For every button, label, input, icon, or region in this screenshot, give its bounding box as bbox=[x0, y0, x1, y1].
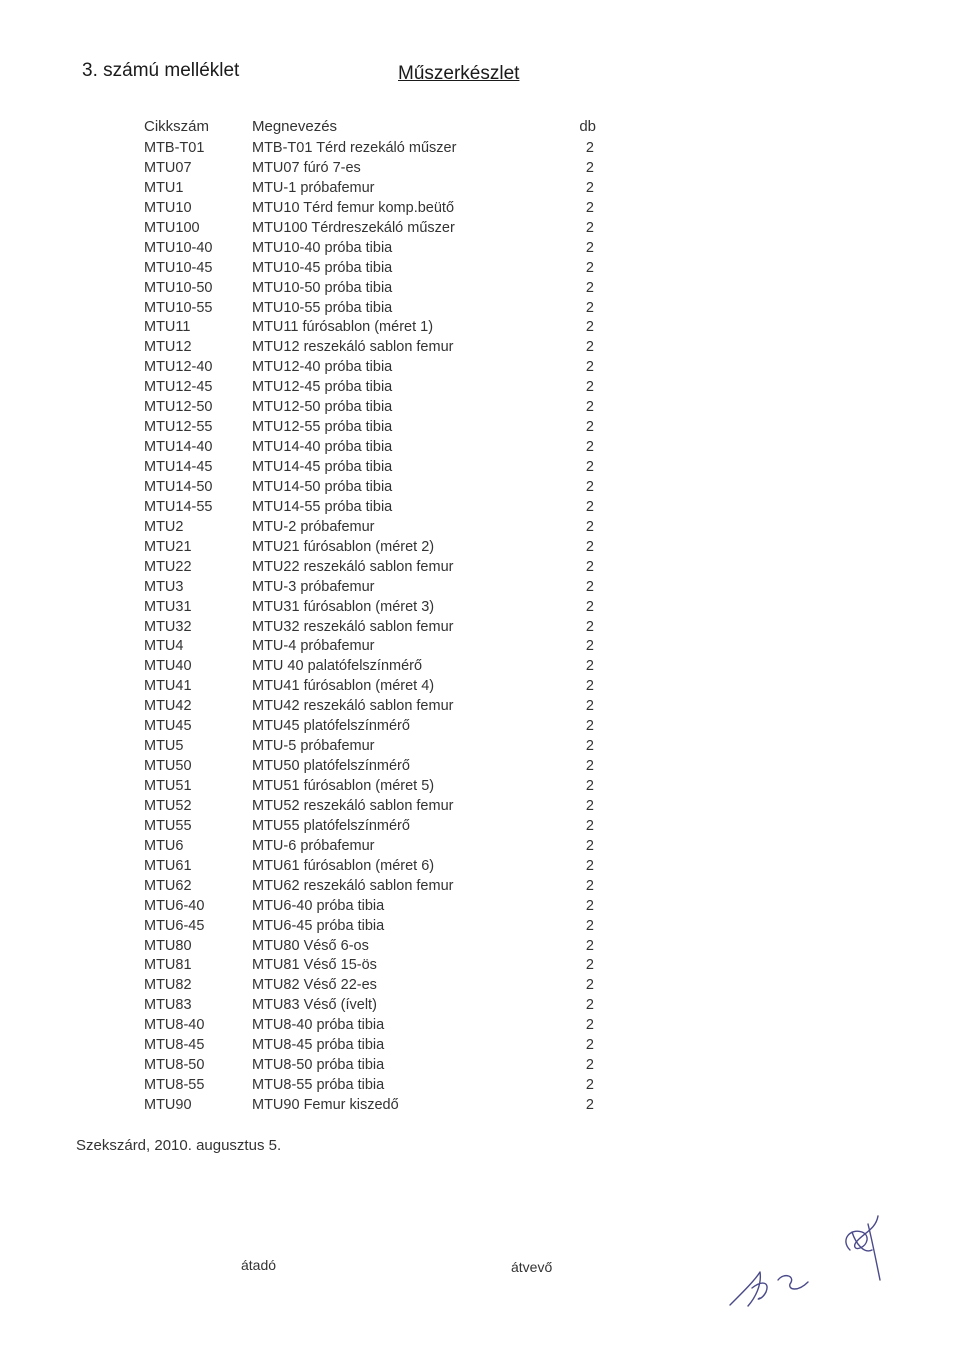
row-name: MTU45 platófelszínmérő bbox=[252, 718, 410, 735]
row-name: MTU12 reszekáló sablon femur bbox=[252, 339, 454, 356]
row-code: MTU41 bbox=[144, 678, 192, 695]
column-header-qty: db bbox=[579, 118, 596, 135]
row-code: MTU51 bbox=[144, 778, 192, 794]
row-code: MTU10-50 bbox=[144, 279, 213, 296]
row-code: MTU11 bbox=[144, 319, 191, 336]
row-code: MTU8-45 bbox=[144, 1037, 205, 1054]
row-code: MTU12 bbox=[144, 339, 192, 356]
row-code: MTB-T01 bbox=[144, 140, 205, 156]
row-qty: 2 bbox=[585, 718, 594, 735]
row-name: MTU8-40 próba tibia bbox=[252, 1017, 385, 1034]
row-qty: 2 bbox=[585, 299, 594, 316]
table-row bbox=[138, 918, 598, 938]
table-row bbox=[138, 539, 598, 559]
row-qty: 2 bbox=[585, 219, 594, 236]
row-code: MTU14-45 bbox=[144, 459, 213, 475]
table-row bbox=[138, 599, 598, 619]
row-code: MTU31 bbox=[144, 598, 192, 615]
received-label: átvevő bbox=[511, 1259, 553, 1275]
row-code: MTU42 bbox=[144, 698, 192, 715]
row-name: MTU51 fúrósablon (méret 5) bbox=[252, 778, 435, 794]
place-date: Szekszárd, 2010. augusztus 5. bbox=[76, 1137, 282, 1154]
row-name: MTU10-45 próba tibia bbox=[252, 259, 393, 276]
row-name: MTU52 reszekáló sablon femur bbox=[252, 797, 454, 814]
table-row bbox=[138, 938, 598, 958]
row-code: MTU83 bbox=[144, 997, 192, 1014]
row-code: MTU61 bbox=[144, 857, 192, 874]
table-row bbox=[138, 359, 598, 379]
row-qty: 2 bbox=[585, 399, 594, 416]
row-code: MTU6-40 bbox=[144, 897, 205, 914]
row-qty: 2 bbox=[585, 159, 594, 176]
row-qty: 2 bbox=[585, 478, 594, 495]
row-qty: 2 bbox=[585, 977, 594, 994]
table-row bbox=[138, 319, 598, 339]
row-name: MTU50 platófelszínmérő bbox=[252, 758, 410, 775]
row-name: MTU10-50 próba tibia bbox=[252, 279, 393, 296]
column-header-code: Cikkszám bbox=[144, 118, 210, 135]
row-code: MTU2 bbox=[144, 518, 184, 535]
row-code: MTU45 bbox=[144, 718, 192, 735]
row-qty: 2 bbox=[585, 917, 594, 934]
table-row bbox=[138, 339, 598, 359]
row-qty: 2 bbox=[585, 179, 594, 196]
row-code: MTU80 bbox=[144, 937, 192, 954]
row-name: MTU14-55 próba tibia bbox=[252, 498, 393, 515]
table-row bbox=[138, 997, 598, 1017]
table-row bbox=[138, 619, 598, 639]
row-qty: 2 bbox=[585, 319, 594, 336]
row-code: MTU100 bbox=[144, 219, 200, 236]
row-code: MTU32 bbox=[144, 618, 192, 635]
row-code: MTU3 bbox=[144, 578, 184, 595]
table-row bbox=[138, 658, 598, 678]
row-name: MTU100 Térdreszekáló műszer bbox=[252, 219, 455, 236]
row-qty: 2 bbox=[585, 698, 594, 715]
document-title: Műszerkészlet bbox=[398, 63, 520, 84]
row-code: MTU6-45 bbox=[144, 917, 205, 934]
row-name: MTU12-50 próba tibia bbox=[252, 399, 393, 416]
row-code: MTU52 bbox=[144, 797, 192, 814]
handover-label: átadó bbox=[241, 1257, 277, 1273]
row-code: MTU8-55 bbox=[144, 1077, 205, 1094]
row-name: MTU41 fúrósablon (méret 4) bbox=[252, 678, 435, 695]
row-code: MTU5 bbox=[144, 738, 184, 755]
row-qty: 2 bbox=[585, 837, 594, 854]
row-code: MTU90 bbox=[144, 1097, 192, 1113]
row-name: MTU22 reszekáló sablon femur bbox=[252, 558, 454, 575]
row-code: MTU10 bbox=[144, 199, 192, 216]
row-code: MTU1 bbox=[144, 179, 184, 196]
row-code: MTU82 bbox=[144, 977, 192, 994]
row-name: MTU10-40 próba tibia bbox=[252, 239, 393, 256]
row-name: MTU80 Véső 6-os bbox=[252, 937, 369, 954]
row-qty: 2 bbox=[585, 957, 594, 974]
row-code: MTU4 bbox=[144, 638, 184, 655]
row-qty: 2 bbox=[585, 658, 594, 675]
row-qty: 2 bbox=[585, 279, 594, 296]
row-code: MTU10-45 bbox=[144, 259, 213, 276]
row-qty: 2 bbox=[585, 937, 594, 954]
row-qty: 2 bbox=[585, 797, 594, 814]
row-name: MTU8-55 próba tibia bbox=[252, 1077, 385, 1094]
table-row bbox=[138, 439, 598, 459]
table-row bbox=[138, 738, 598, 758]
table-row bbox=[138, 1037, 598, 1057]
row-name: MTU-6 próbafemur bbox=[252, 837, 375, 854]
row-code: MTU22 bbox=[144, 558, 192, 575]
row-name: MTU83 Véső (ívelt) bbox=[252, 997, 377, 1014]
row-name: MTU-2 próbafemur bbox=[252, 518, 375, 535]
row-name: MTU8-50 próba tibia bbox=[252, 1057, 385, 1074]
row-name: MTU-1 próbafemur bbox=[252, 179, 375, 196]
row-name: MTU12-55 próba tibia bbox=[252, 419, 393, 436]
row-name: MTB-T01 Térd rezekáló műszer bbox=[252, 140, 457, 156]
row-qty: 2 bbox=[585, 558, 594, 575]
row-name: MTU 40 palatófelszínmérő bbox=[252, 658, 423, 675]
row-code: MTU14-50 bbox=[144, 478, 213, 495]
row-code: MTU12-45 bbox=[144, 379, 213, 396]
row-qty: 2 bbox=[585, 359, 594, 376]
row-code: MTU07 bbox=[144, 159, 192, 176]
row-name: MTU81 Véső 15-ös bbox=[252, 957, 377, 974]
table-row bbox=[138, 519, 598, 539]
table-row bbox=[138, 858, 598, 878]
table-row bbox=[138, 1097, 598, 1117]
row-qty: 2 bbox=[585, 758, 594, 775]
table-row bbox=[138, 240, 598, 260]
row-qty: 2 bbox=[585, 817, 594, 834]
row-qty: 2 bbox=[585, 1077, 594, 1094]
row-code: MTU50 bbox=[144, 758, 192, 775]
row-name: MTU07 fúró 7-es bbox=[252, 159, 361, 176]
row-qty: 2 bbox=[585, 997, 594, 1014]
table-row bbox=[138, 1057, 598, 1077]
table-row bbox=[138, 818, 598, 838]
annex-label: 3. számú melléklet bbox=[82, 60, 240, 81]
row-qty: 2 bbox=[585, 578, 594, 595]
table-row bbox=[138, 140, 598, 160]
table-row bbox=[138, 758, 598, 778]
row-qty: 2 bbox=[585, 538, 594, 555]
table-row bbox=[138, 459, 598, 479]
row-code: MTU81 bbox=[144, 957, 192, 974]
row-code: MTU21 bbox=[144, 538, 192, 555]
row-code: MTU12-40 bbox=[144, 359, 213, 376]
table-row bbox=[138, 898, 598, 918]
row-name: MTU55 platófelszínmérő bbox=[252, 817, 410, 834]
table-row bbox=[138, 379, 598, 399]
table-row bbox=[138, 180, 598, 200]
table-row bbox=[138, 499, 598, 519]
row-name: MTU42 reszekáló sablon femur bbox=[252, 698, 454, 715]
table-row bbox=[138, 778, 598, 798]
instrument-table bbox=[138, 118, 598, 1117]
row-qty: 2 bbox=[585, 598, 594, 615]
row-qty: 2 bbox=[585, 419, 594, 436]
column-header-name: Megnevezés bbox=[252, 118, 338, 135]
row-qty: 2 bbox=[585, 259, 594, 276]
row-qty: 2 bbox=[585, 638, 594, 655]
row-name: MTU82 Véső 22-es bbox=[252, 977, 377, 994]
row-qty: 2 bbox=[585, 239, 594, 256]
row-code: MTU8-40 bbox=[144, 1017, 205, 1034]
table-row bbox=[138, 977, 598, 997]
table-row bbox=[138, 1077, 598, 1097]
table-row bbox=[138, 678, 598, 698]
row-name: MTU61 fúrósablon (méret 6) bbox=[252, 857, 435, 874]
table-row bbox=[138, 838, 598, 858]
row-code: MTU6 bbox=[144, 837, 184, 854]
row-qty: 2 bbox=[585, 459, 594, 475]
row-name: MTU-4 próbafemur bbox=[252, 638, 375, 655]
row-name: MTU14-45 próba tibia bbox=[252, 459, 393, 475]
table-row bbox=[138, 559, 598, 579]
row-name: MTU11 fúrósablon (méret 1) bbox=[252, 319, 434, 336]
row-qty: 2 bbox=[585, 618, 594, 635]
table-row bbox=[138, 698, 598, 718]
row-code: MTU8-50 bbox=[144, 1057, 205, 1074]
row-qty: 2 bbox=[585, 738, 594, 755]
row-code: MTU12-50 bbox=[144, 399, 213, 416]
row-name: MTU32 reszekáló sablon femur bbox=[252, 618, 454, 635]
row-qty: 2 bbox=[585, 379, 594, 396]
table-row bbox=[138, 300, 598, 320]
row-code: MTU10-40 bbox=[144, 239, 213, 256]
row-code: MTU40 bbox=[144, 658, 192, 675]
table-row bbox=[138, 280, 598, 300]
row-name: MTU-3 próbafemur bbox=[252, 578, 375, 595]
table-row bbox=[138, 878, 598, 898]
row-name: MTU-5 próbafemur bbox=[252, 738, 375, 755]
table-row bbox=[138, 638, 598, 658]
table-row bbox=[138, 200, 598, 220]
table-row bbox=[138, 579, 598, 599]
table-header-row bbox=[138, 118, 598, 140]
row-qty: 2 bbox=[585, 778, 594, 794]
row-qty: 2 bbox=[585, 199, 594, 216]
row-name: MTU31 fúrósablon (méret 3) bbox=[252, 598, 435, 615]
row-name: MTU14-50 próba tibia bbox=[252, 478, 393, 495]
row-name: MTU14-40 próba tibia bbox=[252, 439, 393, 456]
row-code: MTU14-55 bbox=[144, 498, 213, 515]
row-name: MTU12-40 próba tibia bbox=[252, 359, 393, 376]
row-qty: 2 bbox=[585, 897, 594, 914]
row-qty: 2 bbox=[585, 678, 594, 695]
row-name: MTU10 Térd femur komp.beütő bbox=[252, 199, 455, 216]
row-qty: 2 bbox=[585, 498, 594, 515]
table-row bbox=[138, 718, 598, 738]
table-row bbox=[138, 1017, 598, 1037]
row-name: MTU6-40 próba tibia bbox=[252, 897, 385, 914]
row-qty: 2 bbox=[585, 877, 594, 894]
row-name: MTU90 Femur kiszedő bbox=[252, 1097, 399, 1113]
row-code: MTU55 bbox=[144, 817, 192, 834]
row-qty: 2 bbox=[585, 1057, 594, 1074]
table-row bbox=[138, 798, 598, 818]
row-qty: 2 bbox=[585, 140, 594, 156]
row-qty: 2 bbox=[585, 518, 594, 535]
row-qty: 2 bbox=[585, 339, 594, 356]
row-qty: 2 bbox=[585, 439, 594, 456]
row-qty: 2 bbox=[585, 857, 594, 874]
row-name: MTU12-45 próba tibia bbox=[252, 379, 393, 396]
row-qty: 2 bbox=[585, 1017, 594, 1034]
table-row bbox=[138, 220, 598, 240]
row-name: MTU6-45 próba tibia bbox=[252, 917, 385, 934]
table-row bbox=[138, 399, 598, 419]
row-name: MTU21 fúrósablon (méret 2) bbox=[252, 538, 435, 555]
row-code: MTU62 bbox=[144, 877, 192, 894]
row-code: MTU12-55 bbox=[144, 419, 213, 436]
table-row bbox=[138, 160, 598, 180]
table-row bbox=[138, 957, 598, 977]
table-row bbox=[138, 479, 598, 499]
handwritten-signature bbox=[700, 1210, 900, 1320]
row-code: MTU10-55 bbox=[144, 299, 213, 316]
table-row bbox=[138, 419, 598, 439]
row-qty: 2 bbox=[585, 1037, 594, 1054]
row-name: MTU10-55 próba tibia bbox=[252, 299, 393, 316]
row-name: MTU8-45 próba tibia bbox=[252, 1037, 385, 1054]
table-row bbox=[138, 260, 598, 280]
table-body bbox=[138, 140, 598, 1117]
row-qty: 2 bbox=[585, 1097, 594, 1113]
row-name: MTU62 reszekáló sablon femur bbox=[252, 877, 454, 894]
row-code: MTU14-40 bbox=[144, 439, 213, 456]
